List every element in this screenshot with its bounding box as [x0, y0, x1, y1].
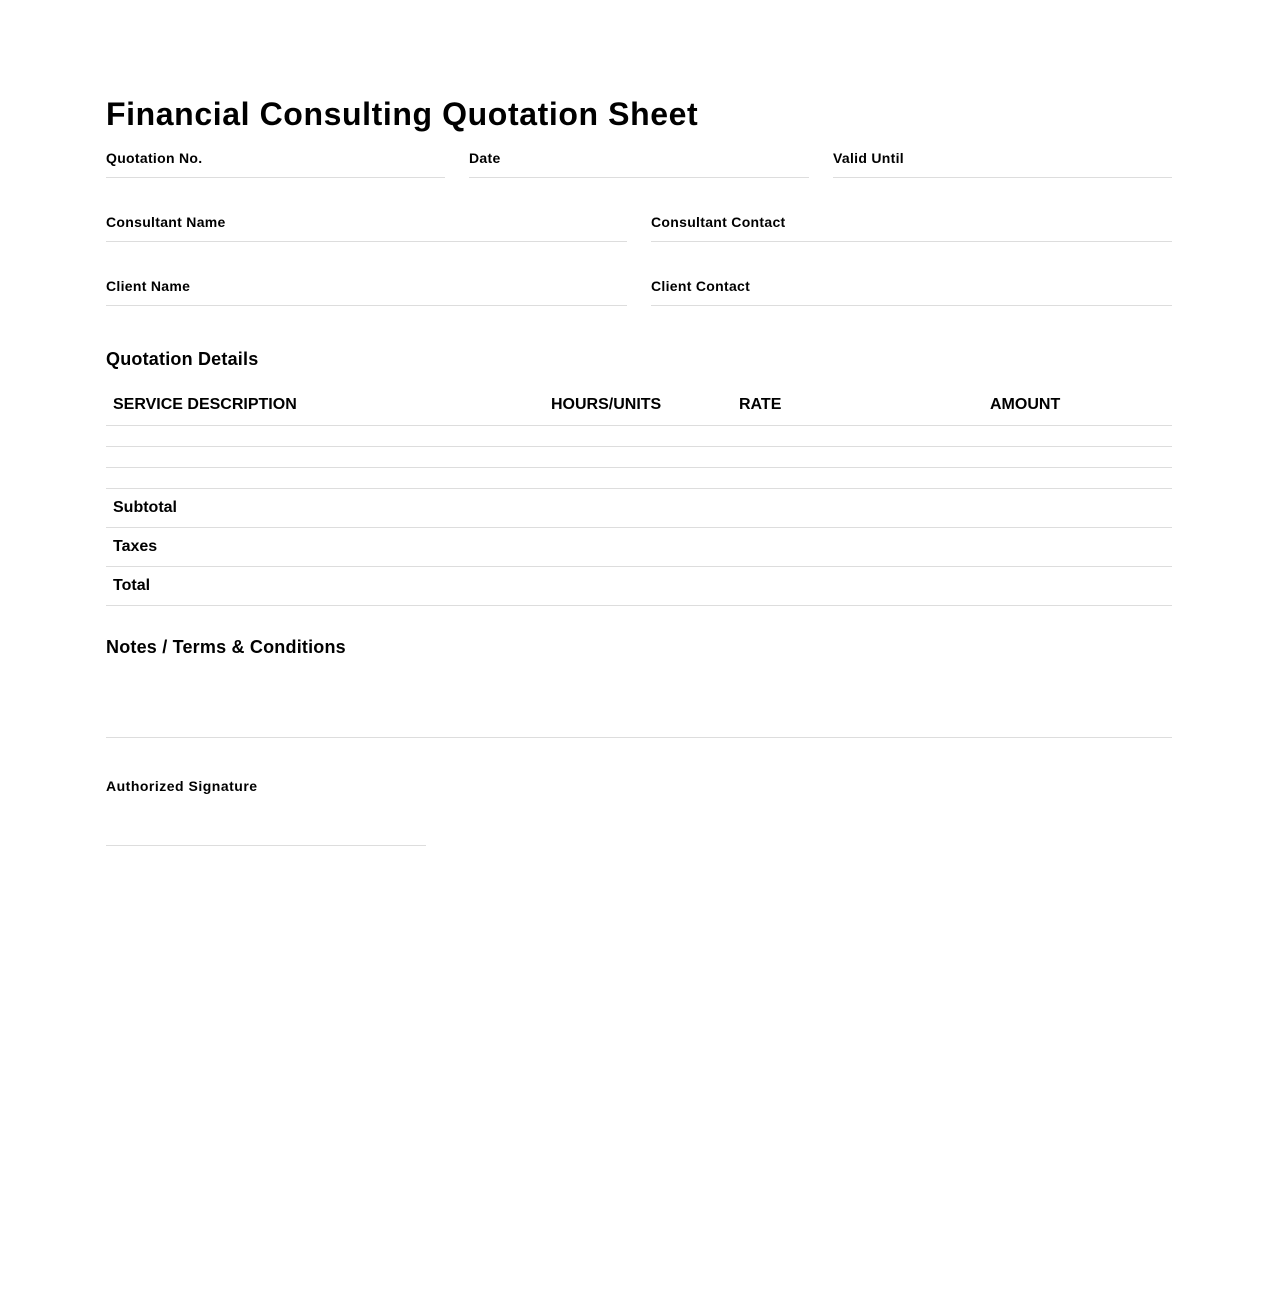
column-header-rate: RATE — [739, 396, 782, 413]
consultant-name-field[interactable] — [106, 214, 627, 242]
page-title: Financial Consulting Quotation Sheet — [106, 96, 699, 132]
client-name-field[interactable] — [106, 278, 627, 306]
consultant-contact-field[interactable] — [651, 214, 1172, 242]
column-header-amount: AMOUNT — [990, 396, 1061, 413]
quotation-no-field[interactable] — [106, 150, 445, 178]
date-label: Date — [469, 150, 501, 166]
column-header-hours-units: HOURS/UNITS — [551, 396, 662, 413]
total-label: Total — [113, 577, 151, 594]
notes-heading: Notes / Terms & Conditions — [106, 637, 346, 657]
taxes-row — [106, 528, 1172, 567]
table-row[interactable] — [106, 426, 1172, 447]
table-row[interactable] — [106, 468, 1172, 489]
consultant-name-label: Consultant Name — [106, 214, 226, 230]
date-field[interactable] — [469, 150, 809, 178]
notes-input-area[interactable] — [106, 672, 1172, 738]
subtotal-label: Subtotal — [113, 499, 177, 516]
table-row[interactable] — [106, 447, 1172, 468]
taxes-label: Taxes — [113, 538, 158, 555]
total-row — [106, 567, 1172, 606]
quotation-table — [106, 386, 1172, 606]
column-header-service-description: SERVICE DESCRIPTION — [113, 396, 297, 413]
valid-until-field[interactable] — [833, 150, 1172, 178]
signature-line[interactable] — [106, 845, 426, 846]
client-contact-field[interactable] — [651, 278, 1172, 306]
client-contact-label: Client Contact — [651, 278, 751, 294]
valid-until-label: Valid Until — [833, 150, 904, 166]
consultant-contact-label: Consultant Contact — [651, 214, 786, 230]
table-header — [106, 386, 1172, 426]
quotation-details-heading: Quotation Details — [106, 349, 259, 369]
client-name-label: Client Name — [106, 278, 191, 294]
quotation-no-label: Quotation No. — [106, 150, 203, 166]
authorized-signature-label: Authorized Signature — [106, 778, 258, 794]
subtotal-row — [106, 489, 1172, 528]
